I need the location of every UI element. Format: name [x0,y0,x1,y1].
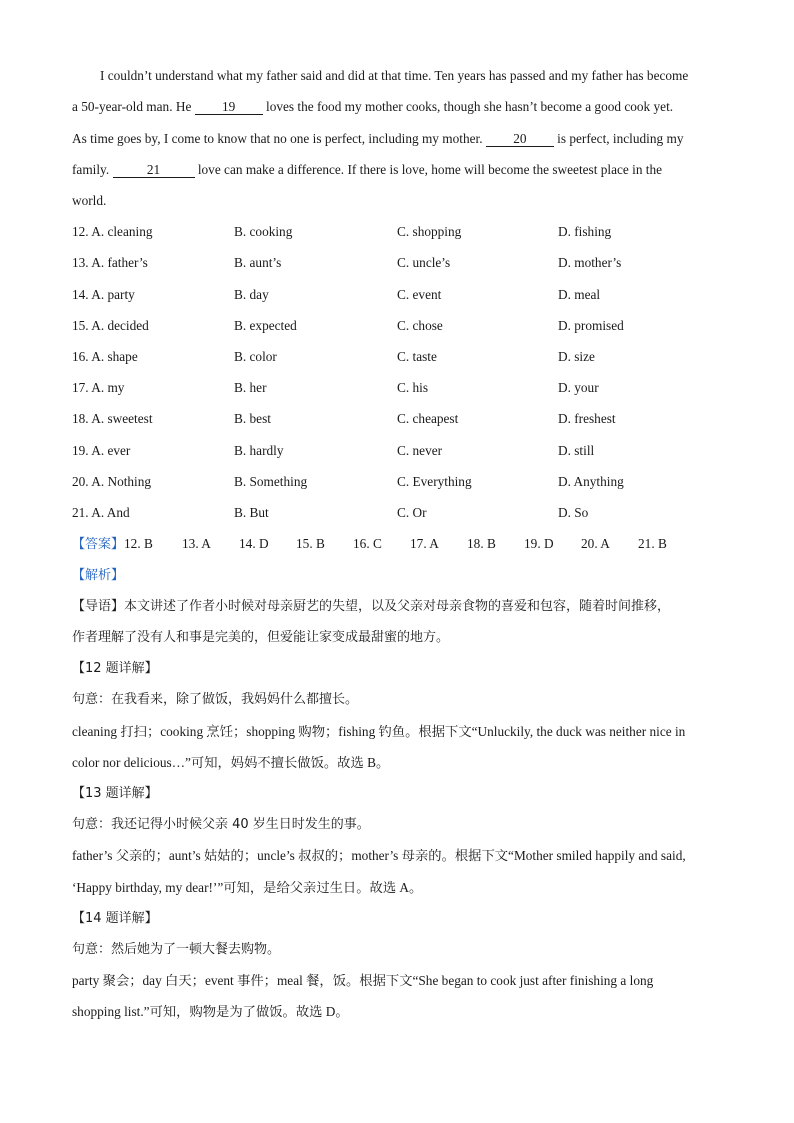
option-b: B. expected [234,318,297,333]
option-b: B. her [234,380,267,395]
q12-meaning: 句意：在我看来，除了做饭，我妈妈什么都擅长。 [72,692,359,707]
option-row-18 [72,410,722,428]
q14-meaning: 句意：然后她为了一顿大餐去购物。 [72,942,281,957]
option-c: C. never [397,443,443,458]
answer-item: 14. D [239,536,269,551]
option-d: D. size [558,349,595,364]
q13-explanation-1: father’s 父亲的；aunt’s 姑姑的；uncle’s 叔叔的；mother’s 母亲的。根据下文“Mother smiled happily and said, [72,848,686,863]
passage-line-2 [72,98,673,116]
passage-text: love can make a difference. If there is love, home will become the sweetest place in the [194,162,663,177]
option-row-21 [72,504,722,522]
option-a: 16. A. shape [72,349,138,364]
option-b: B. best [234,411,271,426]
option-row-20 [72,473,722,491]
passage-text: loves the food my mother cooks, though she hasn’t become a good cook yet. [262,99,674,114]
option-a: 12. A. cleaning [72,224,153,239]
answer-item: 12. B [124,536,153,551]
option-row-12 [72,223,722,241]
answer-item: 19. D [524,536,554,551]
option-row-15 [72,317,722,335]
option-d: D. still [558,443,595,458]
option-a: 19. A. ever [72,443,131,458]
passage-text: As time goes by, I come to know that no one is perfect, including my mother. [72,131,486,146]
option-c: C. Or [397,505,427,520]
option-d: D. promised [558,318,624,333]
blank-19: 19 [195,99,263,115]
answer-item: 16. C [353,536,382,551]
blank-21: 21 [113,162,195,178]
option-a: 13. A. father’s [72,255,148,270]
option-d: D. fishing [558,224,612,239]
q12-explanation-2: color nor delicious…”可知，妈妈不擅长做饭。故选 B。 [72,755,390,770]
option-c: C. his [397,380,429,395]
passage-text: is perfect, including my [553,131,684,146]
option-b: B. color [234,349,277,364]
q12-explanation-1: cleaning 打扫；cooking 烹饪；shopping 购物；fishing 钓鱼。根据下文“Unluckily, the duck was neither nice in [72,724,686,739]
option-c: C. shopping [397,224,462,239]
guide-line-2: 作者理解了没有人和事是完美的，但爱能让家变成最甜蜜的地方。 [72,630,450,645]
option-row-13 [72,254,722,272]
option-c: C. Everything [397,474,472,489]
q13-meaning: 句意：我还记得小时候父亲 40 岁生日时发生的事。 [72,817,370,832]
q14-explanation-2: shopping list.”可知，购物是为了做饭。故选 D。 [72,1004,349,1019]
q14-heading: 【14 题详解】 [72,911,158,926]
option-row-16 [72,348,722,366]
option-c: C. uncle’s [397,255,451,270]
option-c: C. event [397,287,442,302]
answer-item: 17. A [410,536,439,551]
option-d: D. Anything [558,474,624,489]
q12-heading: 【12 题详解】 [72,661,158,676]
option-c: C. chose [397,318,443,333]
option-a: 20. A. Nothing [72,474,152,489]
answer-line [72,535,695,554]
answer-item: 18. B [467,536,496,551]
option-d: D. freshest [558,411,616,426]
option-d: D. meal [558,287,601,302]
option-b: B. aunt’s [234,255,282,270]
q14-explanation-1: party 聚会；day 白天；event 事件；meal 餐，饭。根据下文“She began to cook just after finishing a long [72,973,654,988]
q13-explanation-2: ‘Happy birthday, my dear!’”可知，是给父亲过生日。故选 A。 [72,880,423,895]
option-c: C. cheapest [397,411,459,426]
option-a: 15. A. decided [72,318,149,333]
passage-line-3 [72,130,683,148]
option-a: 17. A. my [72,380,125,395]
option-a: 21. A. And [72,505,130,520]
answer-item: 13. A [182,536,211,551]
q13-heading: 【13 题详解】 [72,786,158,801]
answer-item: 15. B [296,536,325,551]
option-d: D. So [558,505,589,520]
answer-label: 【答案】 [72,537,125,552]
option-b: B. But [234,505,269,520]
passage-line-1: I couldn’t understand what my father said and did at that time. Ten years has passed and my father has become [100,68,689,83]
option-a: 14. A. party [72,287,135,302]
option-c: C. taste [397,349,437,364]
answer-item: 21. B [638,536,667,551]
option-d: D. mother’s [558,255,622,270]
option-b: B. Something [234,474,308,489]
blank-20: 20 [486,131,554,147]
option-b: B. hardly [234,443,284,458]
option-d: D. your [558,380,599,395]
option-b: B. day [234,287,269,302]
answer-item: 20. A [581,536,610,551]
option-b: B. cooking [234,224,293,239]
passage-line-5: world. [72,193,107,208]
option-row-19 [72,442,722,460]
passage-text: family. [72,162,113,177]
option-a: 18. A. sweetest [72,411,153,426]
guide-line-1: 【导语】本文讲述了作者小时候对母亲厨艺的失望，以及父亲对母亲食物的喜爱和包容，随着时间推移， [72,599,671,614]
passage-line-4 [72,161,662,179]
passage-text: a 50-year-old man. He [72,99,195,114]
option-row-17 [72,379,722,397]
analysis-label: 【解析】 [72,568,125,583]
option-row-14 [72,286,722,304]
